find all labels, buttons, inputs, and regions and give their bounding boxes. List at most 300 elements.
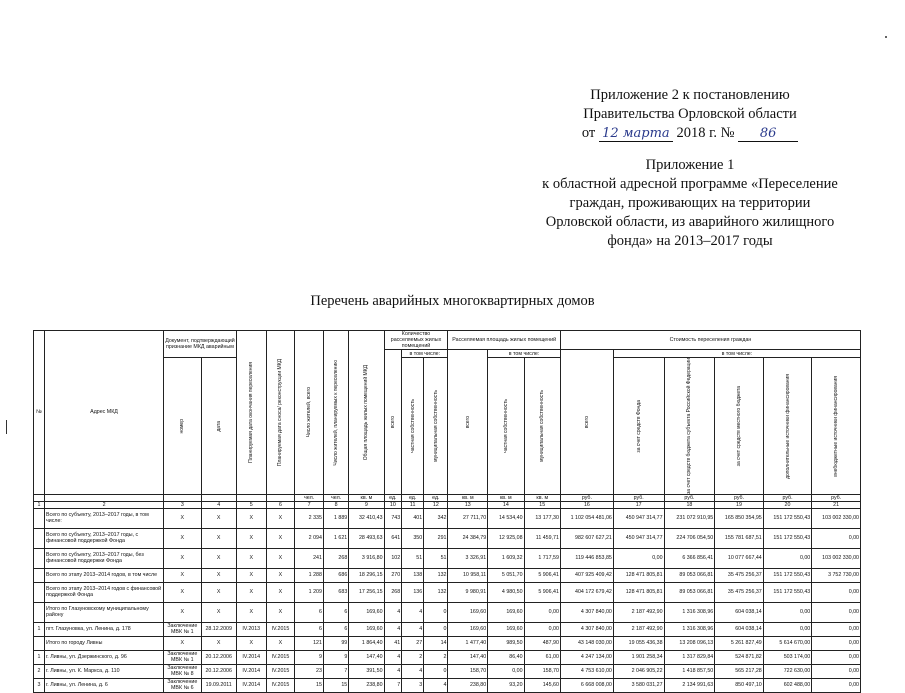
value-cell: 32 410,43 — [349, 508, 384, 528]
value-cell: 147,40 — [448, 650, 488, 664]
value-cell: 0,00 — [524, 622, 560, 636]
value-cell: 3 326,91 — [448, 548, 488, 568]
value-cell: 0,00 — [613, 548, 664, 568]
col-local-header: за счет средств местного бюджета — [715, 358, 764, 495]
row-num-cell: 1 — [34, 650, 45, 664]
value-cell: 2 187 492,90 — [613, 622, 664, 636]
col-extra-header: дополнительные источники финансирования — [763, 358, 812, 495]
value-cell: 0,00 — [488, 664, 524, 678]
table-row — [34, 678, 861, 692]
plan-end-cell: X — [236, 508, 266, 528]
value-cell: 158,70 — [448, 664, 488, 678]
value-cell: 99 — [323, 636, 348, 650]
col-settled-area-header: Расселяемая площадь жилых помещений — [448, 331, 560, 350]
value-cell: 4 307 840,00 — [560, 622, 613, 636]
colnum-cell: 17 — [613, 501, 664, 508]
value-cell: 503 174,00 — [763, 650, 812, 664]
doc-num-cell: Заключение МВК № 1 — [164, 622, 201, 636]
value-cell: 119 446 853,85 — [560, 548, 613, 568]
value-cell: 401 — [402, 508, 424, 528]
value-cell: 1 889 — [323, 508, 348, 528]
value-cell: 238,80 — [448, 678, 488, 692]
col-area-private-header: частная собственность — [488, 358, 524, 495]
value-cell: 0,00 — [812, 678, 861, 692]
col-plan-demolish-header: Планируемая дата сноса/ реконструкции МКД — [266, 331, 295, 495]
value-cell: 169,60 — [349, 602, 384, 622]
value-cell: 12 925,08 — [488, 528, 524, 548]
doc-num-cell: X — [164, 528, 201, 548]
row-num-cell — [34, 508, 45, 528]
doc-date-cell: X — [201, 582, 236, 602]
value-cell: 2 187 492,90 — [613, 602, 664, 622]
plan-demolish-cell: IV.2015 — [266, 622, 295, 636]
colnum-cell: 13 — [448, 501, 488, 508]
value-cell: 524 871,82 — [715, 650, 764, 664]
colnum-cell: 7 — [295, 501, 324, 508]
value-cell: 4 — [384, 602, 402, 622]
colnum-cell: 2 — [45, 501, 164, 508]
value-cell: 41 — [384, 636, 402, 650]
colnum-cell: 10 — [384, 501, 402, 508]
value-cell: 136 — [402, 582, 424, 602]
value-cell: 450 947 314,77 — [613, 528, 664, 548]
value-cell: 169,60 — [448, 602, 488, 622]
doc-num-cell: X — [164, 636, 201, 650]
doc-date-cell: X — [201, 568, 236, 582]
col-cost-header: Стоимость переселения граждан — [560, 331, 860, 350]
colnum-cell: 6 — [266, 501, 295, 508]
value-cell: 10 958,11 — [448, 568, 488, 582]
value-cell: 27 — [402, 636, 424, 650]
unit-cell: руб. — [664, 494, 715, 501]
doc-date-cell: 19.09.2011 — [201, 678, 236, 692]
colnum-cell: 16 — [560, 501, 613, 508]
address-cell: Итого по Глазуновскому муниципальному району — [45, 602, 164, 622]
year-label: 2018 г. № — [676, 125, 735, 141]
col-area-all-header: всего — [448, 350, 488, 495]
plan-end-cell: X — [236, 636, 266, 650]
plan-end-cell: IV.2014 — [236, 650, 266, 664]
value-cell: 241 — [295, 548, 324, 568]
colnum-cell: 11 — [402, 501, 424, 508]
value-cell: 604 038,14 — [715, 602, 764, 622]
plan-end-cell: IV.2014 — [236, 678, 266, 692]
value-cell: 147,40 — [349, 650, 384, 664]
value-cell: 268 — [323, 548, 348, 568]
address-cell: г. Ливны, ул. Ленина, д. 6 — [45, 678, 164, 692]
doc-date-cell: 28.12.2009 — [201, 622, 236, 636]
scan-mark — [6, 420, 7, 434]
unit-cell: руб. — [560, 494, 613, 501]
value-cell: 5 906,41 — [524, 582, 560, 602]
value-cell: 35 475 256,37 — [715, 568, 764, 582]
value-cell: 27 711,70 — [448, 508, 488, 528]
value-cell: 2 335 — [295, 508, 324, 528]
colnum-cell: 20 — [763, 501, 812, 508]
value-cell: 169,60 — [349, 622, 384, 636]
row-num-cell — [34, 528, 45, 548]
value-cell: 0,00 — [524, 602, 560, 622]
address-cell: г. Ливны, ул. Дзержинского, д. 96 — [45, 650, 164, 664]
doc-date-cell: X — [201, 636, 236, 650]
value-cell: 1 316 308,96 — [664, 602, 715, 622]
row-num-cell: 2 — [34, 664, 45, 678]
plan-demolish-cell: X — [266, 602, 295, 622]
value-cell: 169,60 — [488, 602, 524, 622]
address-cell: Всего по субъекту, 2013–2017 годы, без финансовой поддержки Фонда — [45, 548, 164, 568]
value-cell: 5 261 827,49 — [715, 636, 764, 650]
plan-demolish-cell: X — [266, 636, 295, 650]
value-cell: 121 — [295, 636, 324, 650]
value-cell: 9 — [323, 650, 348, 664]
value-cell: 145,60 — [524, 678, 560, 692]
unit-cell: ед. — [384, 494, 402, 501]
handwritten-date: 12 марта — [599, 127, 673, 142]
col-count-header: Количество расселяемых жилых помещений — [384, 331, 448, 350]
resolution-header — [530, 86, 850, 143]
value-cell: 7 — [384, 678, 402, 692]
address-cell: Всего по субъекту, 2013–2017 годы, в том числе: — [45, 508, 164, 528]
value-cell: 151 172 550,43 — [763, 568, 812, 582]
value-cell: 0,00 — [812, 664, 861, 678]
value-cell: 0,00 — [812, 622, 861, 636]
col-count-all-header: всего — [384, 350, 402, 495]
value-cell: 1 102 054 481,06 — [560, 508, 613, 528]
value-cell: 23 — [295, 664, 324, 678]
table-row — [34, 568, 861, 582]
value-cell: 51 — [402, 548, 424, 568]
value-cell: 4 — [424, 678, 448, 692]
colnum-cell: 8 — [323, 501, 348, 508]
value-cell: 722 630,00 — [763, 664, 812, 678]
col-fund-header: за счет средств Фонда — [613, 358, 664, 495]
col-plan-end-header: Планируемая дата окончания переселения — [236, 331, 266, 495]
scan-speck — [885, 36, 887, 38]
value-cell: 2 — [424, 650, 448, 664]
value-cell: 602 488,00 — [763, 678, 812, 692]
value-cell: 151 172 550,43 — [763, 528, 812, 548]
column-numbers-row — [34, 501, 861, 508]
colnum-cell: 21 — [812, 501, 861, 508]
doc-num-cell: X — [164, 602, 201, 622]
value-cell: 270 — [384, 568, 402, 582]
value-cell: 4 — [402, 602, 424, 622]
value-cell: 407 925 409,42 — [560, 568, 613, 582]
value-cell: 6 — [323, 602, 348, 622]
doc-num-cell: X — [164, 582, 201, 602]
value-cell: 1 317 829,84 — [664, 650, 715, 664]
col-cost-all-header: всего — [560, 350, 613, 495]
value-cell: 17 256,15 — [349, 582, 384, 602]
value-cell: 1 609,32 — [488, 548, 524, 568]
value-cell: 686 — [323, 568, 348, 582]
plan-end-cell: IV.2013 — [236, 622, 266, 636]
value-cell: 10 077 667,44 — [715, 548, 764, 568]
value-cell: 0,00 — [763, 622, 812, 636]
colnum-cell: 5 — [236, 501, 266, 508]
doc-date-cell: X — [201, 602, 236, 622]
col-address-header: Адрес МКД — [45, 331, 164, 495]
value-cell: 5 614 670,00 — [763, 636, 812, 650]
unit-cell: кв. м — [488, 494, 524, 501]
value-cell: 268 — [384, 582, 402, 602]
col-count-private-header: частная собственность — [402, 358, 424, 495]
plan-end-cell: X — [236, 568, 266, 582]
unit-cell: кв. м — [349, 494, 384, 501]
plan-demolish-cell: IV.2015 — [266, 650, 295, 664]
table-row — [34, 602, 861, 622]
unit-cell: ед. — [424, 494, 448, 501]
plan-end-cell: X — [236, 602, 266, 622]
value-cell: 11 459,71 — [524, 528, 560, 548]
doc-date-cell: X — [201, 548, 236, 568]
address-cell: пгт. Глазуновка, ул. Ленина, д. 178 — [45, 622, 164, 636]
value-cell: 0,00 — [812, 582, 861, 602]
table-row — [34, 636, 861, 650]
col-area-incl-header: в том числе: — [488, 350, 561, 358]
table-row — [34, 548, 861, 568]
value-cell: 89 053 066,81 — [664, 568, 715, 582]
table-row — [34, 508, 861, 528]
value-cell: 128 471 805,81 — [613, 568, 664, 582]
address-cell: Всего по этапу 2013–2014 годов, в том числе — [45, 568, 164, 582]
colnum-cell: 4 — [201, 501, 236, 508]
unit-cell: руб. — [763, 494, 812, 501]
colnum-cell: 3 — [164, 501, 201, 508]
plan-end-cell: X — [236, 548, 266, 568]
value-cell: 4 980,50 — [488, 582, 524, 602]
value-cell: 989,50 — [488, 636, 524, 650]
value-cell: 4 307 840,00 — [560, 602, 613, 622]
value-cell: 24 384,79 — [448, 528, 488, 548]
value-cell: 604 038,14 — [715, 622, 764, 636]
row-num-cell — [34, 548, 45, 568]
doc-date-cell: X — [201, 528, 236, 548]
value-cell: 128 471 805,81 — [613, 582, 664, 602]
col-residents-plan-header: Число жителей, планируемых к переселению — [323, 331, 348, 495]
value-cell: 18 296,15 — [349, 568, 384, 582]
col-doc-num-header: номер — [164, 358, 201, 495]
value-cell: 6 366 856,41 — [664, 548, 715, 568]
doc-date-cell: 20.12.2006 — [201, 650, 236, 664]
value-cell: 15 — [295, 678, 324, 692]
value-cell: 487,90 — [524, 636, 560, 650]
value-cell: 35 475 256,37 — [715, 582, 764, 602]
header-line: к областной адресной программе «Переселение — [542, 176, 838, 192]
value-cell: 3 580 031,27 — [613, 678, 664, 692]
row-num-cell: 1 — [34, 622, 45, 636]
col-extra2-header: внебюджетные источники финансирования — [812, 358, 861, 495]
plan-demolish-cell: IV.2015 — [266, 678, 295, 692]
col-cost-incl-header: в том числе: — [613, 350, 860, 358]
colnum-cell: 18 — [664, 501, 715, 508]
header-date-line — [530, 124, 850, 143]
header-line: фонда» на 2013–2017 годы — [607, 233, 773, 249]
col-doc-header: Документ, подтверждающий признание МКД аварийным — [164, 331, 237, 358]
unit-cell: ед. — [402, 494, 424, 501]
value-cell: 151 172 550,43 — [763, 582, 812, 602]
unit-cell: руб. — [715, 494, 764, 501]
value-cell: 169,60 — [488, 622, 524, 636]
row-num-cell — [34, 568, 45, 582]
value-cell: 43 148 030,00 — [560, 636, 613, 650]
address-cell: Всего по этапу 2013–2014 годов с финансовой поддержкой Фонда — [45, 582, 164, 602]
value-cell: 5 906,41 — [524, 568, 560, 582]
value-cell: 850 497,10 — [715, 678, 764, 692]
value-cell: 565 217,28 — [715, 664, 764, 678]
value-cell: 683 — [323, 582, 348, 602]
value-cell: 391,50 — [349, 664, 384, 678]
doc-date-cell: 20.12.2006 — [201, 664, 236, 678]
col-count-municipal-header: муниципальная собственность — [424, 358, 448, 495]
value-cell: 86,40 — [488, 650, 524, 664]
unit-cell: кв. м — [524, 494, 560, 501]
address-cell: Итого по городу Ливны — [45, 636, 164, 650]
value-cell: 238,80 — [349, 678, 384, 692]
value-cell: 291 — [424, 528, 448, 548]
value-cell: 0 — [424, 622, 448, 636]
value-cell: 2 046 905,22 — [613, 664, 664, 678]
value-cell: 0,00 — [812, 602, 861, 622]
value-cell: 6 — [323, 622, 348, 636]
value-cell: 15 — [323, 678, 348, 692]
handwritten-number: 86 — [738, 127, 798, 142]
value-cell: 5 051,70 — [488, 568, 524, 582]
document-title: Перечень аварийных многоквартирных домов — [310, 293, 595, 309]
value-cell: 982 607 627,21 — [560, 528, 613, 548]
col-residents-header: Число жителей, всего — [295, 331, 324, 495]
unit-cell: кв. м — [448, 494, 488, 501]
value-cell: 169,60 — [448, 622, 488, 636]
value-cell: 19 055 436,38 — [613, 636, 664, 650]
table-row — [34, 622, 861, 636]
value-cell: 102 — [384, 548, 402, 568]
value-cell: 6 668 008,00 — [560, 678, 613, 692]
value-cell: 404 172 679,42 — [560, 582, 613, 602]
row-num-cell — [34, 636, 45, 650]
value-cell: 0 — [424, 602, 448, 622]
colnum-cell: 19 — [715, 501, 764, 508]
value-cell: 9 — [295, 650, 324, 664]
value-cell: 132 — [424, 568, 448, 582]
colnum-cell: 9 — [349, 501, 384, 508]
value-cell: 231 072 910,95 — [664, 508, 715, 528]
value-cell: 224 706 054,50 — [664, 528, 715, 548]
doc-num-cell: X — [164, 548, 201, 568]
value-cell: 4 — [402, 664, 424, 678]
address-cell: г. Ливны, ул. К. Маркса, д. 110 — [45, 664, 164, 678]
value-cell: 350 — [402, 528, 424, 548]
row-num-cell — [34, 582, 45, 602]
plan-demolish-cell: X — [266, 528, 295, 548]
row-num-cell: 3 — [34, 678, 45, 692]
value-cell: 4 753 610,00 — [560, 664, 613, 678]
value-cell: 1 901 258,34 — [613, 650, 664, 664]
col-count-incl-header: в том числе: — [402, 350, 448, 358]
unit-cell: руб. — [613, 494, 664, 501]
doc-num-cell: Заключение МВК № 8 — [164, 664, 201, 678]
col-region-header: за счет средств бюджета субъекта Российской Федерации — [664, 358, 715, 495]
plan-demolish-cell: X — [266, 582, 295, 602]
value-cell: 13 177,30 — [524, 508, 560, 528]
colnum-cell: 14 — [488, 501, 524, 508]
colnum-cell: 1 — [34, 501, 45, 508]
table-row — [34, 582, 861, 602]
value-cell: 3 — [402, 678, 424, 692]
value-cell: 342 — [424, 508, 448, 528]
value-cell: 51 — [424, 548, 448, 568]
value-cell: 1 621 — [323, 528, 348, 548]
value-cell: 0 — [424, 664, 448, 678]
appendix-header — [500, 156, 880, 251]
value-cell: 89 053 066,81 — [664, 582, 715, 602]
value-cell: 103 002 330,00 — [812, 508, 861, 528]
value-cell: 6 — [295, 622, 324, 636]
table-row — [34, 664, 861, 678]
value-cell: 14 534,40 — [488, 508, 524, 528]
value-cell: 3 752 730,00 — [812, 568, 861, 582]
plan-end-cell: IV.2014 — [236, 664, 266, 678]
doc-num-cell: X — [164, 508, 201, 528]
value-cell: 6 — [295, 602, 324, 622]
value-cell: 138 — [402, 568, 424, 582]
table-row — [34, 650, 861, 664]
plan-demolish-cell: IV.2015 — [266, 664, 295, 678]
value-cell: 641 — [384, 528, 402, 548]
unit-cell: руб. — [812, 494, 861, 501]
value-cell: 0,00 — [812, 650, 861, 664]
header-line: Орловской области, из аварийного жилищного — [545, 214, 835, 230]
value-cell: 2 — [402, 650, 424, 664]
table-row — [34, 528, 861, 548]
doc-num-cell: X — [164, 568, 201, 582]
value-cell: 0,00 — [812, 528, 861, 548]
doc-num-cell: Заключение МВК № 1 — [164, 650, 201, 664]
unit-cell: чел. — [295, 494, 324, 501]
value-cell: 7 — [323, 664, 348, 678]
value-cell: 4 — [384, 650, 402, 664]
colnum-cell: 12 — [424, 501, 448, 508]
header-line: Приложение 2 к постановлению — [590, 87, 790, 103]
value-cell: 4 — [384, 664, 402, 678]
row-num-cell — [34, 602, 45, 622]
value-cell: 1 209 — [295, 582, 324, 602]
colnum-cell: 15 — [524, 501, 560, 508]
value-cell: 165 850 354,95 — [715, 508, 764, 528]
value-cell: 151 172 550,43 — [763, 508, 812, 528]
value-cell: 61,00 — [524, 650, 560, 664]
plan-demolish-cell: X — [266, 568, 295, 582]
address-cell: Всего по субъекту, 2013–2017 годы, с финансовой поддержкой Фонда — [45, 528, 164, 548]
value-cell: 1 717,59 — [524, 548, 560, 568]
plan-end-cell: X — [236, 528, 266, 548]
value-cell: 3 916,80 — [349, 548, 384, 568]
value-cell: 4 — [384, 622, 402, 636]
value-cell: 155 781 687,51 — [715, 528, 764, 548]
value-cell: 4 — [402, 622, 424, 636]
value-cell: 9 980,91 — [448, 582, 488, 602]
table-body — [34, 508, 861, 692]
col-area-municipal-header: муниципальная собственность — [524, 358, 560, 495]
header-line: Приложение 1 — [645, 157, 735, 173]
header-line: Правительства Орловской области — [583, 106, 797, 122]
value-cell: 4 247 134,00 — [560, 650, 613, 664]
col-num-header: № — [34, 331, 45, 495]
value-cell: 1 864,40 — [349, 636, 384, 650]
unit-cell: чел. — [323, 494, 348, 501]
doc-num-cell: Заключение МВК № 6 — [164, 678, 201, 692]
value-cell: 14 — [424, 636, 448, 650]
